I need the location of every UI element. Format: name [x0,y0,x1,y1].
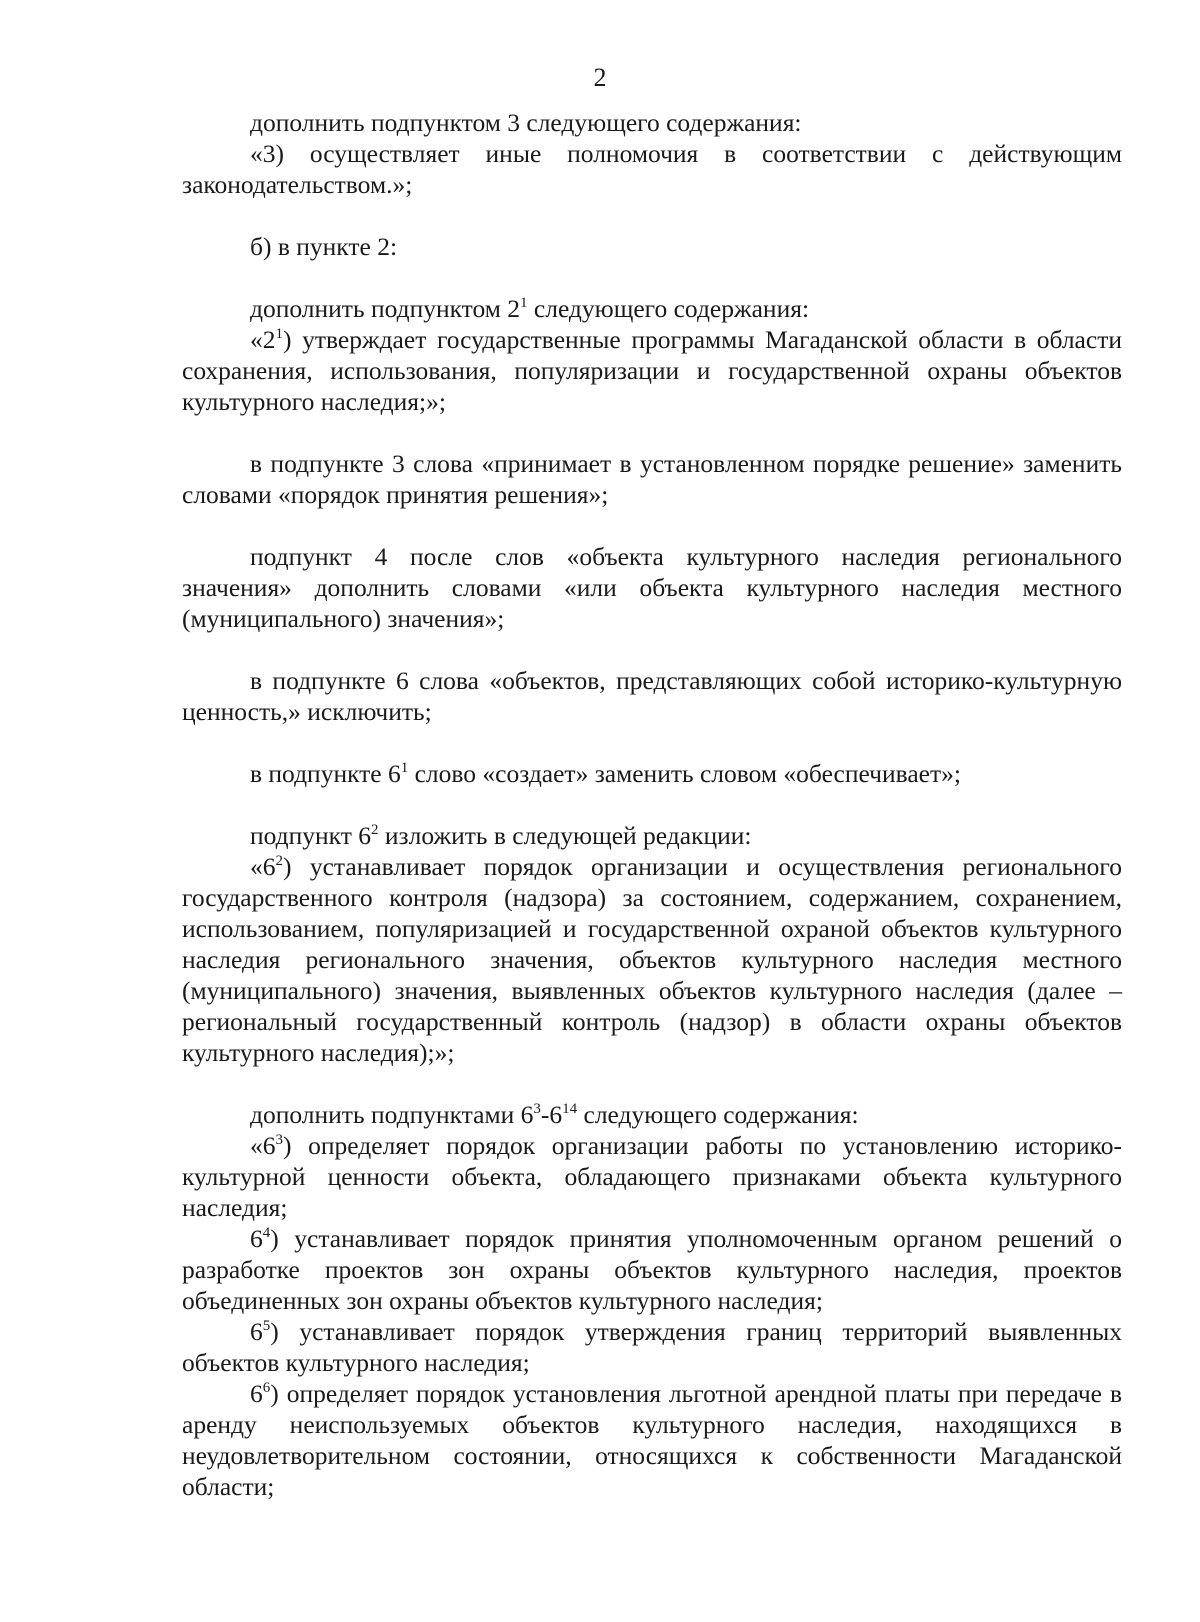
paragraph-16: $6^6$) определяет порядок установления льготной арендной платы при передаче в аренду неиспользуемых объектов культурного наследия, находящихся в неудовлетворительном состоянии, относящихся к собственности Магаданской области; [182,1379,1122,1501]
paragraph-4: дополнить подпунктом $2^1$ следующего содержания: [250,294,810,323]
paragraph-15: $6^5$) устанавливает порядок утверждения границ территорий выявленных объектов культурного наследия; [182,1317,1122,1377]
paragraph-9: в подпункте $6^1$ слово «создает» заменить словом «обеспечивает»; [250,759,961,788]
paragraph-6: в подпункте 3 слова «принимает в установленном порядке решение» заменить словами «порядок принятия решения»; [182,449,1122,509]
paragraph-2: «3) осуществляет иные полномочия в соответствии с действующим законодательством.»; [182,139,1122,199]
paragraph-12: дополнить подпунктами $6^3-6^{14}$ следующего содержания: [250,1100,859,1129]
paragraph-5: «$2^1$) утверждает государственные программы Магаданской области в области сохранения, использования, популяризации и государственной охраны объектов культурного наследия;»; [182,325,1122,416]
paragraph-8: в подпункте 6 слова «объектов, представляющих собой историко-культурную ценность,» исключить; [182,666,1122,726]
paragraph-3: б) в пункте 2: [250,232,398,261]
paragraph-13: «$6^3$) определяет порядок организации работы по установлению историко-культурной ценности объекта, обладающего признаками объекта культурного наследия; [182,1131,1122,1222]
paragraph-7: подпункт 4 после слов «объекта культурного наследия регионального значения» дополнить словами «или объекта культурного наследия местного (муниципального) значения»; [182,542,1122,633]
paragraph-11: «$6^2$) устанавливает порядок организации и осуществления регионального государственного контроля (надзора) за состоянием, содержанием, сохранением, использованием, популяризацией и государственной охраной объектов культурного наследия регионального значения, объектов культурного наследия местного (муниципального) значения, выявленных объектов культурного наследия (далее – региональный государственный контроль (надзор) в области охраны объектов культурного наследия);»; [182,852,1122,1067]
page-number: 2 [593,63,607,92]
paragraph-14: $6^4$) устанавливает порядок принятия уполномоченным органом решений о разработке проектов зон охраны объектов культурного наследия, проектов объединенных зон охраны объектов культурного наследия; [182,1224,1122,1315]
paragraph-1: дополнить подпунктом 3 следующего содержания: [250,108,802,137]
document-body [182,107,1122,1502]
paragraph-10: подпункт $6^2$ изложить в следующей редакции: [250,821,752,850]
